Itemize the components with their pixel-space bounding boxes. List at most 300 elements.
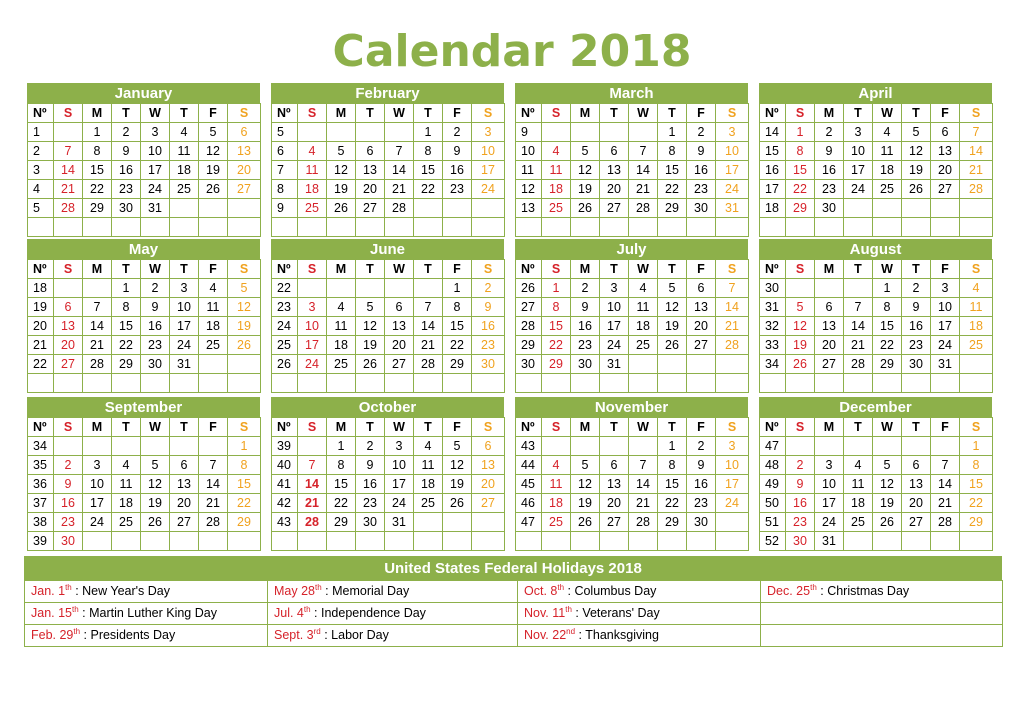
weekday-header: T	[600, 104, 629, 123]
day-cell: 29	[873, 355, 902, 374]
day-cell: 6	[902, 456, 931, 475]
day-cell: 27	[472, 494, 505, 513]
month-table	[271, 103, 505, 237]
day-cell: 25	[112, 513, 141, 532]
week-row	[28, 123, 261, 142]
day-cell: 16	[815, 161, 844, 180]
day-cell	[228, 218, 261, 237]
day-cell: 9	[472, 298, 505, 317]
day-cell: 10	[141, 142, 170, 161]
day-cell	[960, 199, 993, 218]
day-cell	[931, 218, 960, 237]
day-cell: 29	[83, 199, 112, 218]
day-cell: 24	[298, 355, 327, 374]
day-cell: 17	[716, 161, 749, 180]
day-cell: 20	[385, 336, 414, 355]
week-number: 43	[272, 513, 298, 532]
day-cell	[873, 218, 902, 237]
day-cell	[600, 437, 629, 456]
week-row	[272, 123, 505, 142]
week-row	[272, 199, 505, 218]
day-cell: 5	[571, 456, 600, 475]
holiday-date	[274, 628, 321, 642]
day-cell	[199, 374, 228, 393]
day-cell: 11	[629, 298, 658, 317]
day-cell: 15	[327, 475, 356, 494]
day-cell	[443, 532, 472, 551]
day-cell: 17	[815, 494, 844, 513]
day-cell: 15	[658, 475, 687, 494]
day-cell: 4	[414, 437, 443, 456]
week-row	[760, 336, 993, 355]
week-row	[516, 475, 749, 494]
month-table	[759, 259, 993, 393]
day-cell	[960, 218, 993, 237]
week-row	[28, 336, 261, 355]
week-number	[516, 532, 542, 551]
holiday-cell: Feb. 29th : Presidents Day	[25, 625, 268, 647]
day-cell	[902, 374, 931, 393]
day-cell: 4	[844, 456, 873, 475]
week-number: 17	[760, 180, 786, 199]
weekday-header: F	[443, 104, 472, 123]
weekday-header: M	[571, 104, 600, 123]
weekday-header: S	[960, 104, 993, 123]
day-cell: 25	[327, 355, 356, 374]
weekday-header: M	[83, 418, 112, 437]
month-july	[515, 239, 748, 393]
day-cell: 11	[199, 298, 228, 317]
holiday-date-suffix: th	[73, 626, 81, 636]
week-row	[760, 456, 993, 475]
week-number	[272, 532, 298, 551]
day-cell: 18	[844, 494, 873, 513]
week-number-header: Nº	[28, 260, 54, 279]
weekday-header: T	[902, 260, 931, 279]
day-cell: 19	[141, 494, 170, 513]
day-cell: 17	[141, 161, 170, 180]
day-cell: 7	[54, 142, 83, 161]
day-cell	[931, 199, 960, 218]
day-cell: 21	[629, 180, 658, 199]
weekday-header: T	[414, 260, 443, 279]
week-row	[516, 218, 749, 237]
day-cell	[298, 218, 327, 237]
week-row	[760, 355, 993, 374]
day-cell: 27	[356, 199, 385, 218]
week-row	[272, 456, 505, 475]
week-number: 20	[28, 317, 54, 336]
day-cell: 6	[170, 456, 199, 475]
day-cell	[571, 123, 600, 142]
day-cell: 28	[629, 513, 658, 532]
day-cell: 2	[815, 123, 844, 142]
week-row	[516, 142, 749, 161]
day-cell: 26	[327, 199, 356, 218]
holiday-name: Presidents Day	[90, 628, 176, 642]
day-cell: 5	[228, 279, 261, 298]
week-number: 31	[760, 298, 786, 317]
day-cell: 6	[815, 298, 844, 317]
day-cell: 10	[815, 475, 844, 494]
month-october	[271, 397, 504, 551]
holiday-cell: Jan. 1th : New Year's Day	[25, 581, 268, 603]
week-number: 32	[760, 317, 786, 336]
day-cell: 25	[170, 180, 199, 199]
day-cell: 28	[960, 180, 993, 199]
day-cell: 6	[228, 123, 261, 142]
day-cell	[472, 513, 505, 532]
day-cell	[170, 532, 199, 551]
day-cell	[472, 218, 505, 237]
day-cell: 22	[658, 494, 687, 513]
week-number: 5	[28, 199, 54, 218]
day-cell: 14	[83, 317, 112, 336]
day-cell: 31	[600, 355, 629, 374]
day-cell	[298, 532, 327, 551]
day-cell	[687, 218, 716, 237]
day-cell	[902, 218, 931, 237]
day-cell	[629, 374, 658, 393]
day-cell: 18	[199, 317, 228, 336]
holiday-name: Memorial Day	[332, 584, 410, 598]
day-cell: 21	[83, 336, 112, 355]
day-cell: 24	[472, 180, 505, 199]
weekday-header: S	[228, 260, 261, 279]
day-cell: 5	[902, 123, 931, 142]
day-cell: 1	[83, 123, 112, 142]
month-table	[759, 417, 993, 551]
day-cell: 23	[472, 336, 505, 355]
day-cell: 5	[356, 298, 385, 317]
day-cell: 26	[571, 513, 600, 532]
day-cell: 1	[443, 279, 472, 298]
day-cell	[629, 123, 658, 142]
week-number	[28, 374, 54, 393]
day-cell	[902, 437, 931, 456]
holiday-name: Veterans' Day	[582, 606, 660, 620]
week-row	[516, 199, 749, 218]
week-row	[272, 279, 505, 298]
day-cell	[298, 437, 327, 456]
day-cell	[385, 532, 414, 551]
day-cell: 5	[443, 437, 472, 456]
day-cell: 17	[472, 161, 505, 180]
holiday-date	[31, 584, 72, 598]
day-cell: 21	[385, 180, 414, 199]
day-cell: 26	[141, 513, 170, 532]
day-cell: 31	[385, 513, 414, 532]
day-cell: 19	[658, 317, 687, 336]
day-cell: 28	[931, 513, 960, 532]
day-cell	[873, 199, 902, 218]
week-number	[516, 374, 542, 393]
day-cell: 20	[931, 161, 960, 180]
day-cell: 28	[844, 355, 873, 374]
day-cell: 1	[658, 123, 687, 142]
weekday-header: S	[298, 260, 327, 279]
holiday-date	[31, 628, 80, 642]
weekday-header: F	[443, 418, 472, 437]
week-number: 34	[760, 355, 786, 374]
week-row	[272, 475, 505, 494]
weekday-header: S	[716, 104, 749, 123]
day-cell: 21	[298, 494, 327, 513]
week-row	[272, 494, 505, 513]
day-cell: 24	[141, 180, 170, 199]
day-cell: 17	[385, 475, 414, 494]
week-number: 39	[272, 437, 298, 456]
day-cell: 4	[298, 142, 327, 161]
day-cell	[600, 123, 629, 142]
day-cell: 22	[873, 336, 902, 355]
day-cell: 20	[170, 494, 199, 513]
day-cell	[443, 374, 472, 393]
day-cell	[327, 123, 356, 142]
holiday-date	[274, 584, 322, 598]
day-cell: 3	[170, 279, 199, 298]
day-cell	[112, 218, 141, 237]
day-cell	[629, 437, 658, 456]
weekday-header: S	[228, 418, 261, 437]
month-september	[27, 397, 260, 551]
day-cell	[443, 199, 472, 218]
weekday-header: S	[542, 260, 571, 279]
day-cell: 2	[902, 279, 931, 298]
month-table	[271, 417, 505, 551]
week-number: 4	[28, 180, 54, 199]
week-number: 9	[272, 199, 298, 218]
day-cell	[170, 218, 199, 237]
day-cell: 24	[83, 513, 112, 532]
day-cell: 6	[600, 456, 629, 475]
day-cell: 23	[443, 180, 472, 199]
day-cell: 23	[687, 180, 716, 199]
day-cell: 29	[443, 355, 472, 374]
day-cell: 16	[356, 475, 385, 494]
day-cell: 13	[931, 142, 960, 161]
day-cell: 28	[54, 199, 83, 218]
week-number: 37	[28, 494, 54, 513]
day-cell	[844, 532, 873, 551]
day-cell: 6	[356, 142, 385, 161]
week-number: 22	[28, 355, 54, 374]
day-cell: 22	[658, 180, 687, 199]
day-cell: 19	[571, 180, 600, 199]
week-row	[760, 199, 993, 218]
day-cell: 4	[170, 123, 199, 142]
day-cell: 8	[112, 298, 141, 317]
week-row	[760, 279, 993, 298]
day-cell: 7	[629, 142, 658, 161]
day-cell: 9	[141, 298, 170, 317]
day-cell	[902, 532, 931, 551]
week-number: 16	[760, 161, 786, 180]
weekday-header: M	[815, 260, 844, 279]
week-number: 30	[760, 279, 786, 298]
day-cell	[356, 123, 385, 142]
week-row	[760, 317, 993, 336]
day-cell: 29	[960, 513, 993, 532]
weekday-header: F	[931, 260, 960, 279]
day-cell: 24	[844, 180, 873, 199]
weekday-header: T	[600, 260, 629, 279]
day-cell	[931, 532, 960, 551]
day-cell: 27	[600, 513, 629, 532]
day-cell: 24	[385, 494, 414, 513]
day-cell: 23	[687, 494, 716, 513]
day-cell	[54, 437, 83, 456]
holiday-name: Martin Luther King Day	[89, 606, 217, 620]
holiday-date-text: Nov. 11	[524, 606, 566, 620]
weekday-header: W	[141, 418, 170, 437]
week-number: 25	[272, 336, 298, 355]
holiday-row	[25, 581, 1003, 603]
day-cell: 23	[112, 180, 141, 199]
week-row	[28, 355, 261, 374]
day-cell: 30	[571, 355, 600, 374]
day-cell	[844, 218, 873, 237]
week-number: 28	[516, 317, 542, 336]
day-cell: 9	[571, 298, 600, 317]
day-cell: 26	[902, 180, 931, 199]
day-cell: 19	[571, 494, 600, 513]
day-cell: 25	[542, 513, 571, 532]
month-may	[27, 239, 260, 393]
week-row	[516, 532, 749, 551]
day-cell	[170, 437, 199, 456]
day-cell: 4	[112, 456, 141, 475]
week-row	[760, 513, 993, 532]
week-row	[516, 437, 749, 456]
month-april	[759, 83, 992, 237]
day-cell	[228, 374, 261, 393]
month-table	[515, 259, 749, 393]
holiday-name: Independence Day	[320, 606, 426, 620]
day-cell: 12	[356, 317, 385, 336]
weekday-header: M	[815, 418, 844, 437]
day-cell	[54, 218, 83, 237]
day-cell: 31	[716, 199, 749, 218]
day-cell: 8	[443, 298, 472, 317]
day-cell	[844, 279, 873, 298]
week-row	[760, 142, 993, 161]
day-cell: 21	[716, 317, 749, 336]
weekday-header: W	[385, 418, 414, 437]
day-cell: 16	[54, 494, 83, 513]
day-cell: 5	[571, 142, 600, 161]
day-cell: 25	[873, 180, 902, 199]
week-number	[272, 374, 298, 393]
day-cell	[687, 532, 716, 551]
day-cell: 13	[356, 161, 385, 180]
day-cell: 1	[960, 437, 993, 456]
day-cell	[472, 374, 505, 393]
day-cell: 29	[658, 513, 687, 532]
day-cell	[931, 437, 960, 456]
day-cell: 25	[414, 494, 443, 513]
month-table	[27, 103, 261, 237]
week-row	[272, 161, 505, 180]
day-cell	[658, 218, 687, 237]
day-cell: 1	[228, 437, 261, 456]
day-cell	[658, 355, 687, 374]
day-cell: 5	[873, 456, 902, 475]
day-cell: 11	[327, 317, 356, 336]
day-cell	[54, 279, 83, 298]
day-cell	[658, 532, 687, 551]
day-cell: 23	[571, 336, 600, 355]
holiday-name: New Year's Day	[82, 584, 171, 598]
day-cell: 8	[542, 298, 571, 317]
day-cell: 5	[786, 298, 815, 317]
day-cell: 10	[170, 298, 199, 317]
week-row	[28, 317, 261, 336]
holiday-date	[767, 584, 817, 598]
day-cell: 29	[542, 355, 571, 374]
day-cell: 15	[112, 317, 141, 336]
week-number-header: Nº	[28, 418, 54, 437]
day-cell: 19	[786, 336, 815, 355]
day-cell	[600, 218, 629, 237]
week-number: 45	[516, 475, 542, 494]
weekday-header: W	[629, 418, 658, 437]
week-number: 50	[760, 494, 786, 513]
day-cell	[786, 437, 815, 456]
week-row	[516, 298, 749, 317]
day-cell: 14	[960, 142, 993, 161]
week-row	[516, 456, 749, 475]
week-number: 26	[516, 279, 542, 298]
day-cell: 1	[542, 279, 571, 298]
day-cell: 3	[472, 123, 505, 142]
day-cell: 10	[600, 298, 629, 317]
day-cell	[356, 279, 385, 298]
holiday-cell: Jul. 4th : Independence Day	[268, 603, 518, 625]
day-cell: 10	[844, 142, 873, 161]
day-cell: 30	[356, 513, 385, 532]
day-cell: 28	[629, 199, 658, 218]
day-cell	[716, 513, 749, 532]
day-cell: 12	[327, 161, 356, 180]
day-cell: 14	[844, 317, 873, 336]
week-number: 14	[760, 123, 786, 142]
day-cell: 11	[414, 456, 443, 475]
weekday-header: S	[786, 104, 815, 123]
weekday-header: S	[960, 260, 993, 279]
day-cell: 22	[960, 494, 993, 513]
day-cell: 28	[716, 336, 749, 355]
day-cell	[414, 218, 443, 237]
day-cell: 13	[600, 475, 629, 494]
holiday-row	[25, 603, 1003, 625]
weekday-header: M	[571, 418, 600, 437]
day-cell: 30	[786, 532, 815, 551]
weekday-header: W	[873, 104, 902, 123]
day-cell	[199, 532, 228, 551]
weekday-header: T	[844, 418, 873, 437]
day-cell: 14	[385, 161, 414, 180]
week-row	[516, 161, 749, 180]
day-cell: 3	[716, 123, 749, 142]
weekday-header: M	[83, 260, 112, 279]
day-cell: 31	[815, 532, 844, 551]
day-cell	[356, 374, 385, 393]
day-cell: 31	[931, 355, 960, 374]
weekday-header: T	[170, 104, 199, 123]
day-cell: 12	[571, 161, 600, 180]
day-cell: 21	[199, 494, 228, 513]
